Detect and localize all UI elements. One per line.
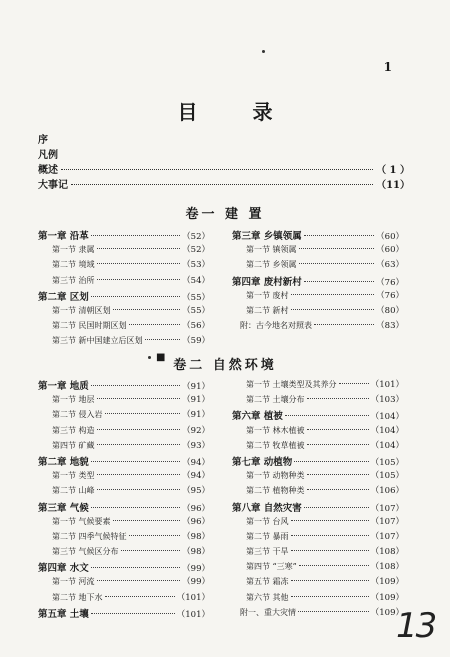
leader-dots [304, 281, 374, 282]
leader-dots [97, 474, 181, 475]
volume2-left-column [38, 378, 210, 621]
leader-dots [113, 309, 181, 310]
toc-label: 第一节 林木植被 [246, 425, 305, 435]
leader-dots [97, 248, 181, 249]
toc-label: 第一节 镇领属 [246, 245, 297, 255]
page-title: 目 录 [177, 100, 297, 124]
leader-dots [97, 444, 181, 445]
toc-page-number: （101） [370, 380, 404, 390]
toc-page-number: （60） [376, 232, 404, 242]
toc-label: 第八章 自然灾害 [232, 502, 302, 514]
toc-section-row[interactable] [38, 393, 210, 408]
toc-label: 第二节 境域 [52, 260, 95, 270]
front-matter-label: 序 [38, 135, 48, 146]
toc-label: 第二节 暴雨 [246, 531, 289, 541]
toc-page-number: （76） [376, 277, 404, 288]
leader-dots [105, 596, 175, 597]
toc-section-row[interactable] [232, 393, 404, 408]
toc-label: 第三节 构造 [52, 425, 95, 435]
speck [262, 50, 265, 53]
toc-page-number: （101） [176, 609, 210, 620]
toc-section-row[interactable] [232, 258, 404, 273]
toc-label: 第一节 台风 [246, 516, 289, 526]
toc-chapter-row[interactable] [38, 454, 210, 469]
toc-page-number: （52） [182, 245, 210, 256]
toc-chapter-row[interactable] [232, 408, 404, 423]
toc-section-row[interactable] [38, 408, 210, 423]
toc-label: 第三节 气候区分布 [52, 547, 119, 557]
toc-chapter-row[interactable] [38, 378, 210, 393]
toc-label: 第七章 动植物 [232, 456, 293, 468]
leader-dots [291, 596, 369, 597]
leader-dots [291, 520, 369, 521]
toc-chapter-row[interactable] [38, 289, 210, 304]
toc-label: 第五节 霜冻 [246, 577, 289, 587]
toc-page-number: （91） [182, 395, 210, 406]
toc-chapter-row[interactable] [38, 500, 210, 515]
leader-dots [294, 461, 368, 462]
toc-page-number: （59） [182, 336, 210, 347]
leader-dots [145, 339, 181, 340]
toc-label: 第一节 废村 [246, 290, 289, 300]
leader-dots [299, 263, 375, 264]
toc-section-row[interactable] [232, 530, 404, 545]
toc-label: 第一节 气候要素 [52, 516, 111, 526]
toc-page-number: （104） [370, 440, 404, 451]
toc-page-number: （99） [182, 564, 210, 575]
toc-page-number: （99） [182, 577, 210, 588]
toc-label: 第二节 四季气候特征 [52, 531, 127, 541]
toc-page-number: （52） [182, 232, 210, 242]
toc-page-number: （98） [182, 531, 210, 542]
toc-page-number: （107） [370, 503, 404, 514]
toc-chapter-row[interactable] [232, 454, 404, 469]
toc-label: 第三章 气候 [38, 502, 89, 514]
toc-page-number: （96） [182, 503, 210, 514]
toc-label: 附：古今地名对照表 [240, 321, 312, 331]
toc-page-number: （103） [370, 395, 404, 406]
front-matter-item[interactable] [38, 161, 410, 176]
leader-dots [97, 429, 181, 430]
toc-page-number: （93） [182, 440, 210, 451]
toc-page-number: （63） [376, 260, 404, 271]
leader-dots [91, 296, 180, 297]
toc-label: 第四章 废村新村 [232, 276, 302, 288]
toc-label: 第二节 民国时期区划 [52, 321, 127, 331]
toc-label: 第一章 地质 [38, 381, 89, 392]
toc-page-number: （107） [370, 516, 404, 527]
leader-dots [91, 507, 180, 508]
toc-label: 第二节 地下水 [52, 592, 103, 602]
toc-section-row[interactable] [38, 243, 210, 258]
toc-label: 第二节 新村 [246, 305, 289, 315]
leader-dots [105, 413, 181, 414]
toc-section-row[interactable] [38, 515, 210, 530]
leader-dots [307, 474, 369, 475]
toc-chapter-row[interactable] [38, 560, 210, 575]
leader-dots [129, 535, 181, 536]
toc-label: 第二节 乡领属 [246, 260, 297, 270]
toc-label: 第一节 土壤类型及其养分 [246, 380, 337, 389]
toc-section-row[interactable] [38, 319, 210, 334]
toc-section-row[interactable] [232, 304, 404, 319]
toc-label: 第四节 “三寒” [246, 562, 297, 572]
toc-page-number: （92） [182, 425, 210, 436]
toc-page-number: （80） [376, 305, 404, 316]
front-matter-list [38, 131, 410, 191]
toc-page-number: （109） [370, 577, 404, 588]
leader-dots [91, 613, 175, 614]
leader-dots [304, 507, 369, 508]
toc-page-number: （109） [370, 607, 404, 618]
toc-label: 第二节 牧草植被 [246, 440, 305, 450]
leader-dots [91, 461, 180, 462]
bullet-mark: ■ [156, 352, 166, 363]
volume-heading: 卷一 建 置 [185, 207, 265, 222]
toc-section-row[interactable] [38, 545, 210, 560]
toc-page-number: （108） [370, 547, 404, 558]
toc-section-row[interactable] [38, 575, 210, 590]
toc-label: 第二章 地貌 [38, 456, 89, 468]
toc-section-row[interactable] [38, 530, 210, 545]
leader-dots [307, 429, 369, 430]
leader-dots [314, 324, 374, 325]
front-matter-label: 大事记 [38, 180, 68, 191]
leader-dots [291, 309, 375, 310]
toc-section-row[interactable] [38, 484, 210, 499]
toc-label: 第二节 山峰 [52, 486, 95, 496]
toc-label: 第六节 其他 [246, 592, 289, 602]
toc-section-row[interactable] [232, 575, 404, 590]
front-matter-item[interactable] [38, 176, 410, 191]
front-matter-label: 概述 [38, 165, 58, 176]
front-matter-page: （11） [376, 180, 410, 191]
volume1-left-column [38, 228, 210, 350]
toc-page-number: （91） [182, 410, 210, 421]
toc-page-number: （60） [376, 245, 404, 256]
toc-appendix-row[interactable] [232, 319, 404, 334]
toc-section-row[interactable] [38, 439, 210, 454]
leader-dots [291, 294, 375, 295]
leader-dots [299, 248, 375, 249]
toc-label: 第二章 区划 [38, 291, 89, 303]
toc-label: 第一章 沿革 [38, 231, 89, 242]
leader-dots [97, 580, 181, 581]
page-number: 1 [383, 60, 392, 74]
toc-page-number: （106） [370, 486, 404, 497]
toc-section-row[interactable] [232, 560, 404, 575]
front-matter-page: （ 1 ） [376, 165, 410, 176]
toc-label: 第一节 动物种类 [246, 471, 305, 481]
toc-page-number: （104） [370, 412, 404, 423]
toc-section-row[interactable] [38, 591, 210, 606]
toc-page-number: （94） [182, 457, 210, 468]
toc-section-row[interactable] [232, 591, 404, 606]
toc-section-row[interactable] [38, 304, 210, 319]
toc-section-row[interactable] [232, 439, 404, 454]
leader-dots [97, 489, 181, 490]
leader-dots [307, 444, 369, 445]
leader-dots [113, 520, 181, 521]
toc-page-number: （109） [370, 592, 404, 603]
leader-dots [307, 489, 369, 490]
toc-chapter-row[interactable] [232, 500, 404, 515]
volume-heading: 卷二 自然环境 [173, 358, 277, 373]
toc-appendix-row[interactable] [232, 606, 404, 621]
leader-dots [299, 565, 369, 566]
toc-section-row[interactable] [38, 274, 210, 289]
toc-label: 第一节 类型 [52, 471, 95, 481]
toc-page-number: （96） [182, 516, 210, 527]
leader-dots [129, 324, 181, 325]
leader-dots [285, 415, 369, 416]
toc-chapter-row[interactable] [232, 228, 404, 243]
handwritten-note: 13 [396, 606, 436, 646]
leader-dots [291, 580, 369, 581]
toc-chapter-row[interactable] [232, 274, 404, 289]
toc-section-row[interactable] [232, 515, 404, 530]
toc-page-number: （55） [182, 292, 210, 303]
toc-label: 第五章 土壤 [38, 608, 89, 620]
toc-label: 第四节 矿藏 [52, 440, 95, 450]
speck [148, 356, 151, 359]
toc-section-row[interactable] [232, 484, 404, 499]
leader-dots [291, 535, 369, 536]
toc-chapter-row[interactable] [38, 606, 210, 621]
leader-dots [61, 169, 373, 170]
leader-dots [298, 611, 369, 612]
toc-page-number: （95） [182, 486, 210, 497]
toc-label: 第一节 河流 [52, 577, 95, 587]
toc-label: 第二节 土壤分布 [246, 395, 305, 405]
toc-section-row[interactable] [232, 243, 404, 258]
volume1-right-column [232, 228, 404, 334]
leader-dots [307, 398, 369, 399]
toc-label: 第六章 植被 [232, 411, 283, 423]
toc-section-row[interactable] [38, 334, 210, 349]
toc-label: 第四章 水文 [38, 563, 89, 575]
toc-label: 附一、重大灾情 [240, 607, 296, 617]
toc-section-row[interactable] [232, 424, 404, 439]
leader-dots [97, 398, 181, 399]
toc-section-row[interactable] [38, 469, 210, 484]
leader-dots [91, 567, 180, 568]
toc-page-number: （94） [182, 471, 210, 482]
toc-section-row[interactable] [232, 378, 404, 393]
toc-section-row[interactable] [232, 289, 404, 304]
front-matter-label: 凡例 [38, 150, 58, 161]
leader-dots [91, 385, 180, 386]
leader-dots [304, 235, 374, 236]
toc-label: 第三节 新中国建立后区划 [52, 336, 143, 346]
toc-label: 第一节 地层 [52, 395, 95, 405]
leader-dots [71, 184, 373, 185]
toc-chapter-row[interactable] [38, 228, 210, 243]
toc-page-number: （105） [370, 471, 404, 482]
toc-page-number: （83） [376, 321, 404, 332]
toc-label: 第一节 隶属 [52, 245, 95, 255]
toc-page-number: （76） [376, 290, 404, 301]
toc-page-number: （53） [182, 260, 210, 271]
toc-section-row[interactable] [232, 469, 404, 484]
toc-section-row[interactable] [38, 258, 210, 273]
leader-dots [97, 279, 181, 280]
toc-page-number: （98） [182, 547, 210, 558]
leader-dots [291, 550, 369, 551]
volume2-right-column [232, 378, 404, 621]
toc-section-row[interactable] [232, 545, 404, 560]
toc-label: 第三节 治所 [52, 275, 95, 285]
front-matter-item[interactable] [38, 131, 410, 146]
toc-page-number: （104） [370, 425, 404, 436]
toc-label: 第三章 乡镇领属 [232, 231, 302, 242]
toc-page-number: （56） [182, 321, 210, 332]
leader-dots [91, 235, 180, 236]
leader-dots [121, 550, 181, 551]
toc-page-number: （54） [182, 275, 210, 286]
leader-dots [339, 383, 369, 384]
leader-dots [97, 263, 181, 264]
toc-label: 第二节 侵入岩 [52, 410, 103, 420]
toc-page-number: （91） [182, 382, 210, 392]
toc-page-number: （107） [370, 531, 404, 542]
toc-label: 第一节 清朝区划 [52, 305, 111, 315]
toc-section-row[interactable] [38, 424, 210, 439]
toc-label: 第二节 植物种类 [246, 486, 305, 496]
toc-page-number: （101） [176, 592, 210, 603]
front-matter-item[interactable] [38, 146, 410, 161]
toc-page-number: （55） [182, 305, 210, 316]
toc-label: 第三节 干旱 [246, 547, 289, 557]
toc-page-number: （105） [370, 457, 404, 468]
toc-page-number: （108） [370, 562, 404, 573]
